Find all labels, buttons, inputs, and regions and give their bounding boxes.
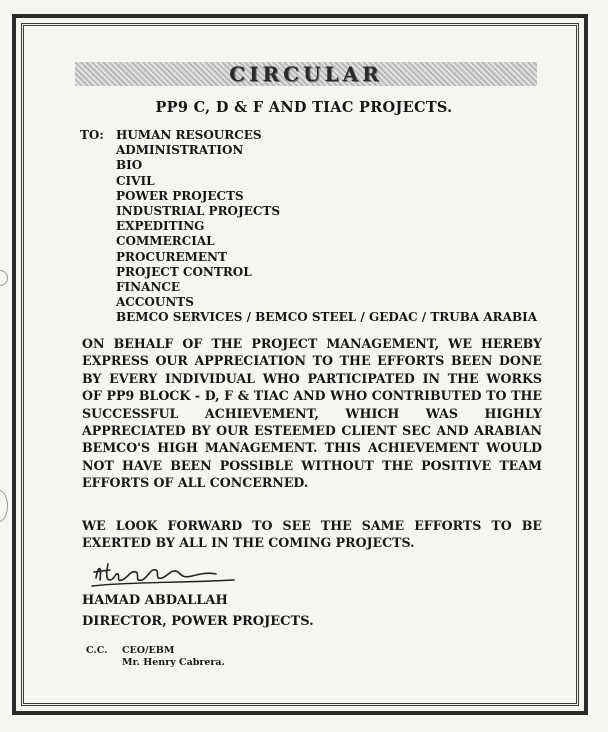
recipient-item: CIVIL — [116, 173, 155, 188]
cc-label: C.C. — [86, 645, 108, 656]
recipient-item: INDUSTRIAL PROJECTS — [116, 204, 280, 219]
cc-list — [122, 645, 225, 669]
document-subtitle: PP9 C, D & F AND TIAC PROJECTS. — [155, 99, 453, 116]
recipient-item: ACCOUNTS — [116, 295, 194, 310]
recipient-item: PROJECT CONTROL — [116, 264, 252, 279]
recipient-item: COMMERCIAL — [116, 234, 215, 249]
recipient-item: BIO — [116, 158, 143, 173]
circular-heading-band — [75, 62, 537, 86]
closing-paragraph: WE LOOK FORWARD TO SEE THE SAME EFFORTS TO BE EXERTED BY ALL IN THE COMING PROJECTS. — [82, 518, 542, 551]
recipient-item: EXPEDITING — [116, 219, 205, 234]
recipient-item: HUMAN RESOURCES — [116, 128, 262, 142]
recipient-list — [116, 128, 537, 326]
circular-heading: CIRCULAR — [229, 62, 383, 86]
recipient-item: FINANCE — [116, 280, 181, 295]
recipient-item: POWER PROJECTS — [116, 188, 244, 203]
to-label: TO: — [80, 128, 104, 142]
signatory-name: HAMAD ABDALLAH — [82, 593, 228, 608]
recipient-item: PROCUREMENT — [116, 249, 227, 264]
appreciation-paragraph: ON BEHALF OF THE PROJECT MANAGEMENT, WE HEREBY EXPRESS OUR APPRECIATION TO THE EFFORTS BEEN DONE BY EVERY INDIVIDUAL WHO PARTICIPATED IN THE WORKS OF PP9 BLOCK - D, F & TIAC AND WHO CONTRIBUTED TO THE SUCCESSFUL ACHIEVEMENT, WHICH WAS HIGHLY APPRECIATED BY OUR ESTEEMED CLIENT SEC AND ARABIAN BEMCO'S HIGH MANAGEMENT. THIS ACHIEVEMENT WOULD NOT HAVE BEEN POSSIBLE WITHOUT THE POSITIVE TEAM EFFORTS OF ALL CONCERNED. — [82, 336, 542, 491]
punch-hole — [0, 270, 8, 286]
recipient-item: BEMCO SERVICES / BEMCO STEEL / GEDAC / TRUBA ARABIA — [116, 310, 538, 325]
recipient-item: ADMINISTRATION — [116, 143, 244, 158]
signature-graphic — [88, 556, 238, 596]
cc-item: CEO/EBM — [122, 645, 175, 656]
cc-item: Mr. Henry Cabrera. — [122, 657, 225, 668]
punch-hole — [0, 490, 8, 522]
signatory-title: DIRECTOR, POWER PROJECTS. — [82, 614, 314, 629]
